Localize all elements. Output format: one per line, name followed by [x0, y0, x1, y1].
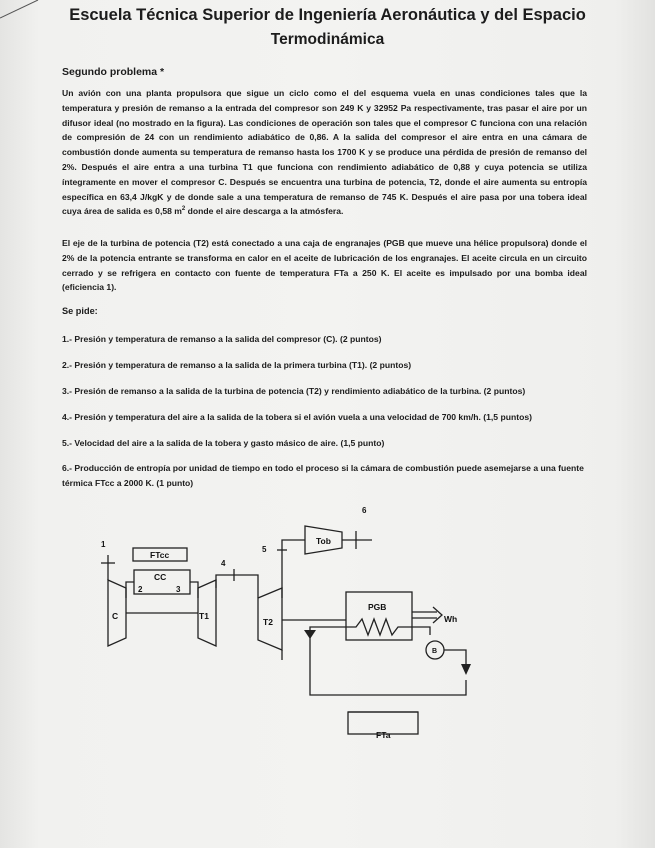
gearbox-label: PGB	[368, 602, 387, 612]
station-5-label: 5	[262, 545, 267, 554]
return-arrow	[304, 630, 316, 639]
school-title: Escuela Técnica Superior de Ingeniería Aeronáutica y del Espacio	[69, 6, 586, 24]
compressor-label: C	[112, 611, 119, 621]
cycle-schematic	[0, 500, 655, 750]
source-cc-label: FTcc	[150, 550, 170, 560]
station-2-label: 2	[138, 585, 143, 594]
problem-heading: Segundo problema *	[62, 66, 165, 78]
superscript: 2	[181, 206, 186, 213]
station-6-label: 6	[362, 506, 367, 515]
power-label: Wh	[444, 614, 458, 624]
question-4: 4.- Presión y temperatura del aire a la salida de la tobera si el avión vuela a una velocidad de 700 km/h. (1,5 puntos)	[62, 412, 532, 422]
source-a-label: FTa	[376, 730, 391, 740]
subject-title: Termodinámica	[270, 31, 385, 48]
pump-label: B	[432, 648, 438, 655]
question-3: 3.- Presión de remanso a la salida de la turbina de potencia (T2) y rendimiento adiabático de la turbina. (2 puntos)	[62, 386, 526, 396]
station-1-label: 1	[101, 540, 106, 549]
turbine-1-label: T1	[199, 611, 209, 621]
problem-statement-paragraph-2: El eje de la turbina de potencia (T2) está conectado a una caja de engranajes (PGB que mueve una hélice propulsora) donde el 2% de la potencia entrante se transforma en calor en el aceite de lubricación de los engranajes. El aceite circula en un circuito cerrado y se refrigera en contacto con fuente de temperatura FTa a 250 K. El aceite es impulsado por una bomba ideal (eficiencia 1).	[62, 238, 587, 293]
oil-flow-arrow	[461, 664, 471, 675]
turbine-2-label: T2	[263, 617, 273, 627]
chamber-label: CC	[154, 572, 167, 582]
question-6: 6.- Producción de entropía por unidad de tiempo en todo el proceso si la cámara de combustión puede asemejarse a una fuente térmica FTcc a 2000 K. (1 punto)	[62, 463, 584, 488]
question-5: 5.- Velocidad del aire a la salida de la tobera y gasto másico de aire. (1,5 punto)	[62, 438, 385, 448]
problem-statement-paragraph-1: Un avión con una planta propulsora que sigue un ciclo como el del esquema vuela en unas condiciones tales que la temperatura y presión de remanso a la entrada del compresor son 249 K y 32952 Pa respectivamente, tras pasar el aire por un difusor ideal (no mostrado en la figura). Las condiciones de operación son tales que el compresor C funciona con una relación de compresión de 24 con un rendimiento adiabático de 0,86. A la salida del compresor el aire entra en una cámara de combustión donde aumenta su temperatura de remanso hasta los 1700 K y se produce una pérdida de presión de remanso del 2%. Después el aire entra a una turbina T1 que funciona con rendimiento adiabático de 0,88 y cuya potencia se utiliza íntegramente en mover el compresor C. Después se encuentra una turbina de potencia, T2, donde el aire aumenta su entropía específica en 63,4 J/kgK y de donde sale a una temperatura de remanso de 745 K. Después el aire pasa por una tobera ideal cuya área de salida es 0,58 $m^2$ donde el aire descarga a la atmósfera.	[62, 88, 587, 217]
question-1: 1.- Presión y temperatura de remanso a la salida del compresor (C). (2 puntos)	[62, 334, 382, 344]
station-4-label: 4	[221, 559, 226, 568]
asks-label: Se pide:	[62, 306, 98, 316]
station-3-label: 3	[176, 585, 181, 594]
nozzle-label: Tob	[316, 536, 331, 546]
question-2: 2.- Presión y temperatura de remanso a la salida de la primera turbina (T1). (2 puntos)	[62, 360, 412, 370]
